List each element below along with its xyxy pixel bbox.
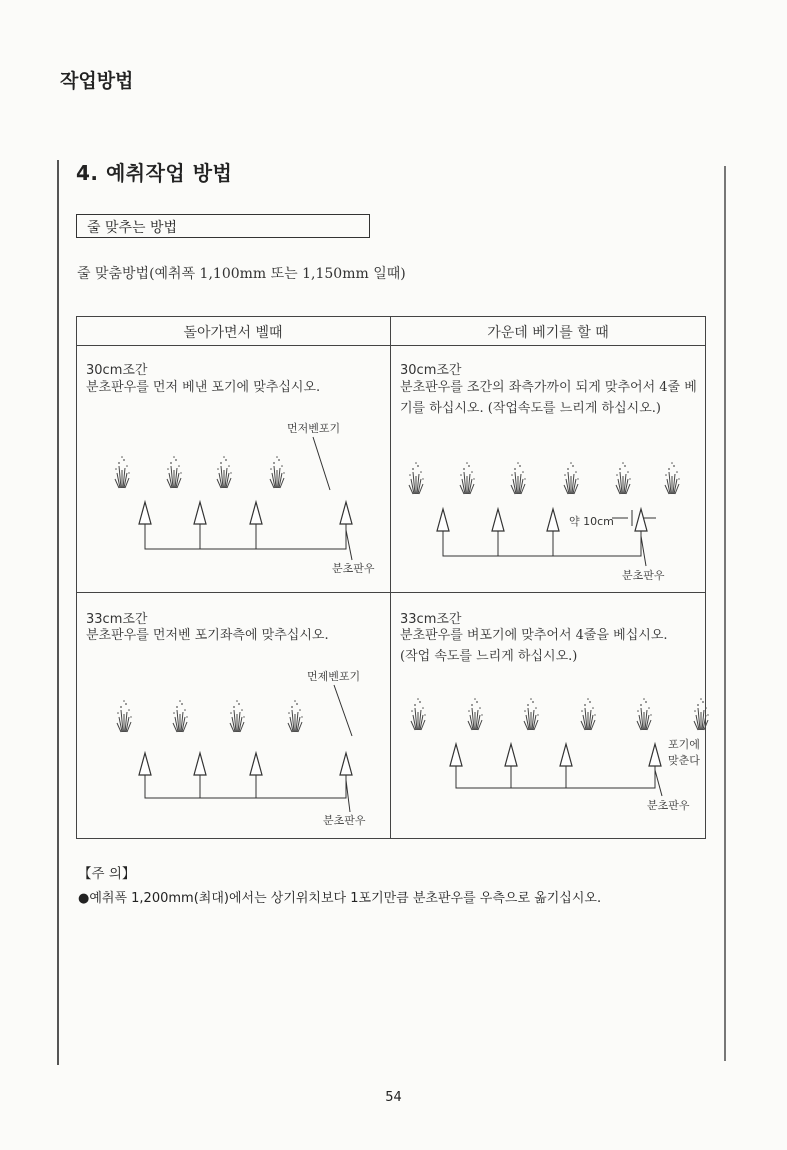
br-plant-6 [694, 698, 709, 730]
tl-plant-4 [270, 456, 285, 488]
bl-divider-4 [340, 753, 352, 775]
bl-frame-line [145, 775, 346, 798]
bl-plant-4 [288, 700, 303, 732]
br-plant-4 [581, 698, 596, 730]
br-frame-line [456, 766, 655, 788]
br-divider-3 [560, 744, 572, 766]
br-label-align-2: 맞춘다 [668, 754, 700, 767]
tr-divider-1 [437, 509, 449, 531]
bl-divider-3 [250, 753, 262, 775]
tr-label-divider: 분초판우 [622, 569, 665, 582]
bl-plant-3 [230, 700, 245, 732]
tr-plant-4 [564, 462, 579, 494]
bl-condition: 33cm조간 [86, 612, 148, 627]
tl-text: 분초판우를 먼저 베낸 포기에 맞추십시오. [86, 380, 321, 395]
intro-text: 줄 맞춤방법(예취폭 1,100mm 또는 1,150mm 일때) [77, 266, 406, 282]
tl-label-divider: 분초판우 [332, 562, 375, 575]
tr-divider-3 [547, 509, 559, 531]
note-title: 【주 의】 [78, 866, 136, 882]
note-item [78, 887, 601, 906]
bl-leader-divider [346, 780, 350, 812]
bl-leader-plant [334, 685, 352, 736]
bl-divider-2 [194, 753, 206, 775]
br-text-line1: 분초판우를 벼포기에 맞추어서 4줄을 베십시오. [400, 628, 668, 643]
br-leader-divider [655, 770, 662, 796]
tr-text-line2: 기를 하십시오. (작업속도를 느리게 하십시오.) [400, 401, 661, 416]
tl-plant-1 [115, 456, 130, 488]
tl-plant-2 [167, 456, 182, 488]
br-text-line2: (작업 속도를 느리게 하십시오.) [400, 649, 578, 664]
tr-plant-5 [616, 462, 631, 494]
tl-label-plant: 먼저벤포기 [287, 422, 341, 435]
tl-divider-2 [194, 502, 206, 524]
tr-label-distance: 약 10cm [569, 515, 614, 528]
tr-frame-line [443, 531, 641, 556]
bl-divider-1 [139, 753, 151, 775]
br-plant-2 [468, 698, 483, 730]
tr-plant-1 [409, 462, 424, 494]
br-plant-3 [524, 698, 539, 730]
section-title: 4. 예취작업 방법 [76, 161, 233, 185]
bl-plant-2 [173, 700, 188, 732]
tl-plant-3 [217, 456, 232, 488]
br-plant-1 [411, 698, 426, 730]
subsection-box-label: 줄 맞추는 방법 [76, 214, 370, 238]
tl-divider-3 [250, 502, 262, 524]
tl-divider-4 [340, 502, 352, 524]
br-label-align-1: 포기에 [668, 738, 700, 751]
tr-distance-marker [612, 510, 656, 526]
tr-condition: 30cm조간 [400, 363, 462, 378]
br-divider-1 [450, 744, 462, 766]
tr-leader-divider [641, 536, 646, 566]
br-condition: 33cm조간 [400, 612, 462, 627]
note-text: 예취폭 1,200mm(최대)에서는 상기위치보다 1포기만큼 분초판우를 우측으로 옮기십시오. [89, 891, 602, 906]
br-divider-4 [649, 744, 661, 766]
bl-label-plant: 먼제벤포기 [307, 670, 361, 683]
bl-plant-1 [117, 700, 132, 732]
page-header: 작업방법 [60, 70, 134, 92]
page-number: 54 [385, 1090, 402, 1105]
bl-text: 분초판우를 먼저벤 포기좌측에 맞추십시오. [86, 628, 329, 643]
br-plant-5 [637, 698, 652, 730]
tl-condition: 30cm조간 [86, 363, 148, 378]
col-header-right: 가운데 베기를 할 때 [487, 325, 609, 341]
br-divider-2 [505, 744, 517, 766]
tr-plant-2 [460, 462, 475, 494]
tl-leader-divider [346, 530, 352, 560]
tl-frame-line [145, 524, 346, 549]
col-header-left: 돌아가면서 벨때 [183, 325, 283, 341]
br-label-divider: 분초판우 [647, 799, 690, 812]
note-bullet: ● [78, 891, 90, 906]
tr-divider-4 [635, 509, 647, 531]
tr-divider-2 [492, 509, 504, 531]
tr-text-line1: 분초판우를 조간의 좌측가까이 되게 맞추어서 4줄 베 [400, 380, 697, 395]
tr-plant-3 [511, 462, 526, 494]
tl-leader-plant [313, 437, 330, 490]
tr-plant-6 [665, 462, 680, 494]
tl-divider-1 [139, 502, 151, 524]
bl-label-divider: 분초판우 [323, 814, 366, 827]
